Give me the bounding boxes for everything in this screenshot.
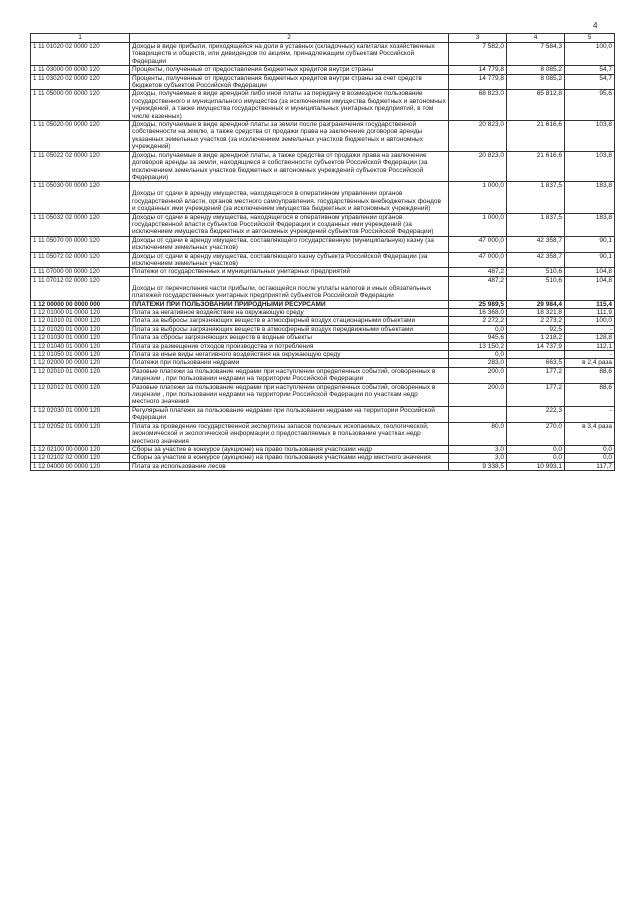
planned-amount-cell: 68 823,0 (449, 90, 507, 121)
budget-code-cell: 1 12 04000 00 0000 120 (31, 462, 130, 470)
revenue-name-cell: Доходы от перечисления части прибыли, остающейся после уплаты налогов и иных обязательных платежей государственных унитарных предприятий субъектов Российской Федерации (130, 276, 449, 300)
planned-amount-cell: 13 150,2 (449, 342, 507, 350)
execution-percent-cell: - (565, 325, 615, 333)
planned-amount-cell: 9 338,5 (449, 462, 507, 470)
actual-amount-cell: 92,5 (507, 325, 565, 333)
planned-amount-cell (449, 406, 507, 422)
budget-code-cell: 1 11 03020 02 0000 120 (31, 74, 130, 90)
actual-amount-cell: 510,6 (507, 268, 565, 276)
execution-percent-cell: 115,4 (565, 300, 615, 308)
planned-amount-cell: 487,2 (449, 268, 507, 276)
table-row (31, 213, 615, 236)
revenue-name-cell: ПЛАТЕЖИ ПРИ ПОЛЬЗОВАНИИ ПРИРОДНЫМИ РЕСУРСАМИ (130, 300, 449, 308)
actual-amount-cell: 177,2 (507, 367, 565, 383)
revenue-name-cell: Плата за иные виды негативного воздействия на окружающую среду (130, 351, 449, 359)
planned-amount-cell: 487,2 (449, 276, 507, 300)
execution-percent-cell: в 2,4 раза (565, 359, 615, 367)
execution-percent-cell: 112,1 (565, 342, 615, 350)
table-row (31, 268, 615, 276)
actual-amount-cell: 0,0 (507, 454, 565, 462)
actual-amount-cell: 18 321,8 (507, 309, 565, 317)
table-row (31, 252, 615, 268)
planned-amount-cell: 945,6 (449, 334, 507, 342)
actual-amount-cell: 42 358,7 (507, 252, 565, 268)
revenue-name-cell: Доходы в виде прибыли, приходящейся на доли в уставных (складочных) капиталах хозяйственных товариществ и обществ, или дивидендов по акциям, принадлежащим субъектам Российской Федерации (130, 43, 449, 66)
actual-amount-cell: 510,6 (507, 276, 565, 300)
table-row (31, 151, 615, 182)
budget-code-cell: 1 11 05022 02 0000 120 (31, 151, 130, 182)
actual-amount-cell: 0,0 (507, 445, 565, 453)
revenue-name-cell: Доходы от сдачи в аренду имущества, находящегося в оперативном управлении органов государственной власти, органов местного самоуправления, государственных внебюджетных фондов и созданных ими учреждений (за исключением имущества бюджетных и автономных учреждений) (130, 182, 449, 213)
actual-amount-cell (507, 351, 565, 359)
planned-amount-cell: 200,0 (449, 367, 507, 383)
budget-code-cell: 1 12 01040 01 0000 120 (31, 342, 130, 350)
budget-code-cell: 1 11 05070 00 0000 120 (31, 236, 130, 252)
budget-code-cell: 1 12 02100 00 0000 120 (31, 445, 130, 453)
actual-amount-cell: 42 358,7 (507, 236, 565, 252)
execution-percent-cell: 103,8 (565, 121, 615, 152)
planned-amount-cell: 47 000,0 (449, 236, 507, 252)
table-row (31, 454, 615, 462)
revenue-name-cell: Доходы, получаемые в виде арендной либо иной платы за передачу в возмездное пользование государственного и муниципального имущества (за исключением имущества бюджетных и автономных учреждений, а также имущества государственных и муниципальных унитарных предприятий, в том числе казенных) (130, 90, 449, 121)
table-row (31, 325, 615, 333)
budget-code-cell: 1 12 02102 02 0000 120 (31, 454, 130, 462)
revenue-name-cell: Плата за выбросы загрязняющих веществ в атмосферный воздух стационарными объектами (130, 317, 449, 325)
budget-code-cell: 1 12 01030 01 0000 120 (31, 334, 130, 342)
revenue-name-cell: Платежи от государственных и муниципальных унитарных предприятий (130, 268, 449, 276)
page-number: 4 (593, 21, 598, 30)
revenue-name-cell: Плата за сбросы загрязняющих веществ в водные объекты (130, 334, 449, 342)
revenue-name-cell: Регулярный платежи за пользование недрами при пользовании недрами на территории Российской Федерации (130, 406, 449, 422)
actual-amount-cell: 177,2 (507, 383, 565, 406)
planned-amount-cell: 20 823,0 (449, 151, 507, 182)
planned-amount-cell: 80,0 (449, 422, 507, 445)
planned-amount-cell: 0,0 (449, 325, 507, 333)
planned-amount-cell: 200,0 (449, 383, 507, 406)
revenue-name-cell: Доходы от сдачи в аренду имущества, составляющего государственную (муниципальную) казну (за исключением земельных участков) (130, 236, 449, 252)
table-row (31, 351, 615, 359)
table-row (31, 74, 615, 90)
revenue-name-cell: Разовые платежи за пользование недрами при наступлении определенных событий, оговоренных в лицензии , при пользовании недрами на территории Российской Федерации по участкам недр местного значения (130, 383, 449, 406)
budget-code-cell: 1 11 05032 02 0000 120 (31, 213, 130, 236)
planned-amount-cell: 20 823,0 (449, 121, 507, 152)
execution-percent-cell: 54,7 (565, 66, 615, 74)
actual-amount-cell: 21 616,6 (507, 121, 565, 152)
planned-amount-cell: 1 000,0 (449, 182, 507, 213)
actual-amount-cell: 1 837,5 (507, 213, 565, 236)
table-row (31, 43, 615, 66)
execution-percent-cell: 0,0 (565, 454, 615, 462)
planned-amount-cell: 14 779,8 (449, 66, 507, 74)
execution-percent-cell: 128,8 (565, 334, 615, 342)
execution-percent-cell: 54,7 (565, 74, 615, 90)
table-row (31, 462, 615, 470)
planned-amount-cell: 3,0 (449, 445, 507, 453)
actual-amount-cell: 8 085,2 (507, 66, 565, 74)
actual-amount-cell: 29 984,4 (507, 300, 565, 308)
budget-code-cell: 1 12 02010 01 0000 120 (31, 367, 130, 383)
planned-amount-cell: 3,0 (449, 454, 507, 462)
table-row (31, 309, 615, 317)
execution-percent-cell: 183,8 (565, 213, 615, 236)
execution-percent-cell: - (565, 351, 615, 359)
budget-code-cell: 1 12 01000 01 0000 120 (31, 309, 130, 317)
table-row (31, 90, 615, 121)
execution-percent-cell: 100,0 (565, 317, 615, 325)
budget-code-cell: 1 11 05000 00 0000 120 (31, 90, 130, 121)
table-row (31, 276, 615, 300)
actual-amount-cell: 65 812,8 (507, 90, 565, 121)
actual-amount-cell: 21 616,6 (507, 151, 565, 182)
execution-percent-cell: 100,0 (565, 43, 615, 66)
table-row (31, 236, 615, 252)
execution-percent-cell: 90,1 (565, 236, 615, 252)
table-row (31, 182, 615, 213)
revenue-name-cell: Доходы, получаемые в виде арендной платы за земли после разграничения государственной собственности на землю, а также средства от продажи права на заключение договоров аренды указанных земельных участков (за исключением земельных участков бюджетных и автономных учреждений) (130, 121, 449, 152)
execution-percent-cell: 117,7 (565, 462, 615, 470)
revenue-name-cell: Доходы, получаемые в виде арендной платы, а также средства от продажи права на заключение договоров аренды за земли, находящиеся в собственности субъектов Российской Федерации (за исключением земельных участков бюджетных и автономных учреждений субъектов Российской Федерации) (130, 151, 449, 182)
execution-percent-cell: 88,6 (565, 367, 615, 383)
execution-percent-cell: 88,6 (565, 383, 615, 406)
table-row (31, 121, 615, 152)
planned-amount-cell: 25 989,5 (449, 300, 507, 308)
revenue-name-cell: Плата за размещение отходов производства и потребления (130, 342, 449, 350)
budget-revenue-table (30, 33, 615, 471)
execution-percent-cell: - (565, 406, 615, 422)
revenue-name-cell: Проценты, полученные от предоставления бюджетных кредитов внутри страны за счет средств бюджетов субъектов Российской Федерации (130, 74, 449, 90)
table-row (31, 334, 615, 342)
revenue-name-cell: Платежи при пользовании недрами (130, 359, 449, 367)
table-row (31, 422, 615, 445)
actual-amount-cell: 1 218,2 (507, 334, 565, 342)
execution-percent-cell: 183,8 (565, 182, 615, 213)
table-row (31, 406, 615, 422)
revenue-name-cell: Разовые платежи за пользование недрами при наступлении определенных событий, оговоренных в лицензии , при пользовании недрами на территории Российской Федерации (130, 367, 449, 383)
table-row (31, 359, 615, 367)
actual-amount-cell: 10 993,1 (507, 462, 565, 470)
budget-code-cell: 1 11 07000 00 0000 120 (31, 268, 130, 276)
budget-code-cell: 1 12 01020 01 0000 120 (31, 325, 130, 333)
execution-percent-cell: 111,9 (565, 309, 615, 317)
revenue-name-cell: Плата за негативное воздействие на окружающую среду (130, 309, 449, 317)
revenue-name-cell: Плата за проведение государственной экспертизы запасов полезных ископаемых, геологической, экономической и экологической информации о предоставляемых в пользование участках недр местного значения (130, 422, 449, 445)
budget-code-cell: 1 12 00000 00 0000 000 (31, 300, 130, 308)
actual-amount-cell: 663,5 (507, 359, 565, 367)
planned-amount-cell: 0,0 (449, 351, 507, 359)
table-row (31, 383, 615, 406)
planned-amount-cell: 16 368,0 (449, 309, 507, 317)
column-header-5: 5 (565, 34, 615, 43)
table-row (31, 66, 615, 74)
revenue-name-cell: Плата за выбросы загрязняющих веществ в атмосферный воздух передвижными объектами (130, 325, 449, 333)
planned-amount-cell: 283,0 (449, 359, 507, 367)
revenue-name-cell: Сборы за участие в конкурсе (аукционе) на право пользования участками недр местного значения (130, 454, 449, 462)
actual-amount-cell: 2 273,2 (507, 317, 565, 325)
budget-code-cell: 1 12 02030 01 0000 120 (31, 406, 130, 422)
column-header-4: 4 (507, 34, 565, 43)
budget-code-cell: 1 12 01050 01 0000 120 (31, 351, 130, 359)
column-header-2: 2 (130, 34, 449, 43)
column-header-3: 3 (449, 34, 507, 43)
planned-amount-cell: 14 779,8 (449, 74, 507, 90)
revenue-name-cell: Доходы от сдачи в аренду имущества, составляющего казну субъекта Российской Федерации (за исключением земельных участков) (130, 252, 449, 268)
execution-percent-cell: 95,6 (565, 90, 615, 121)
execution-percent-cell: в 3,4 раза (565, 422, 615, 445)
revenue-name-cell: Проценты, полученные от предоставления бюджетных кредитов внутри страны (130, 66, 449, 74)
table-row (31, 367, 615, 383)
execution-percent-cell: 104,8 (565, 276, 615, 300)
execution-percent-cell: 104,8 (565, 268, 615, 276)
budget-code-cell: 1 11 03000 00 0000 120 (31, 66, 130, 74)
planned-amount-cell: 47 000,0 (449, 252, 507, 268)
actual-amount-cell: 270,0 (507, 422, 565, 445)
table-row (31, 300, 615, 308)
actual-amount-cell: 1 837,5 (507, 182, 565, 213)
budget-code-cell: 1 11 07012 02 0000 120 (31, 276, 130, 300)
actual-amount-cell: 222,3 (507, 406, 565, 422)
table-row (31, 342, 615, 350)
revenue-name-cell: Плата за использование лесов (130, 462, 449, 470)
budget-code-cell: 1 12 02052 01 0000 120 (31, 422, 130, 445)
execution-percent-cell: 90,1 (565, 252, 615, 268)
budget-code-cell: 1 11 05020 00 0000 120 (31, 121, 130, 152)
actual-amount-cell: 8 085,2 (507, 74, 565, 90)
actual-amount-cell: 14 737,9 (507, 342, 565, 350)
budget-code-cell: 1 11 01020 02 0000 120 (31, 43, 130, 66)
budget-code-cell: 1 11 05072 02 0000 120 (31, 252, 130, 268)
planned-amount-cell: 7 582,0 (449, 43, 507, 66)
execution-percent-cell: 103,8 (565, 151, 615, 182)
column-number-header-row (31, 34, 615, 43)
revenue-name-cell: Доходы от сдачи в аренду имущества, находящегося в оперативном управлении органов государственной власти субъектов Российской Федерации и созданных ими учреждений (за исключением имущества бюджетных и автономных учреждений субъектов Российской Федерации) (130, 213, 449, 236)
planned-amount-cell: 2 272,2 (449, 317, 507, 325)
planned-amount-cell: 1 000,0 (449, 213, 507, 236)
revenue-name-cell: Сборы за участие в конкурсе (аукционе) на право пользования участками недр (130, 445, 449, 453)
execution-percent-cell: 0,0 (565, 445, 615, 453)
table-row (31, 445, 615, 453)
column-header-1: 1 (31, 34, 130, 43)
budget-code-cell: 1 12 02012 01 0000 120 (31, 383, 130, 406)
table-row (31, 317, 615, 325)
actual-amount-cell: 7 584,3 (507, 43, 565, 66)
budget-code-cell: 1 12 02000 00 0000 120 (31, 359, 130, 367)
budget-code-cell: 1 11 05030 00 0000 120 (31, 182, 130, 213)
budget-code-cell: 1 12 01010 01 0000 120 (31, 317, 130, 325)
